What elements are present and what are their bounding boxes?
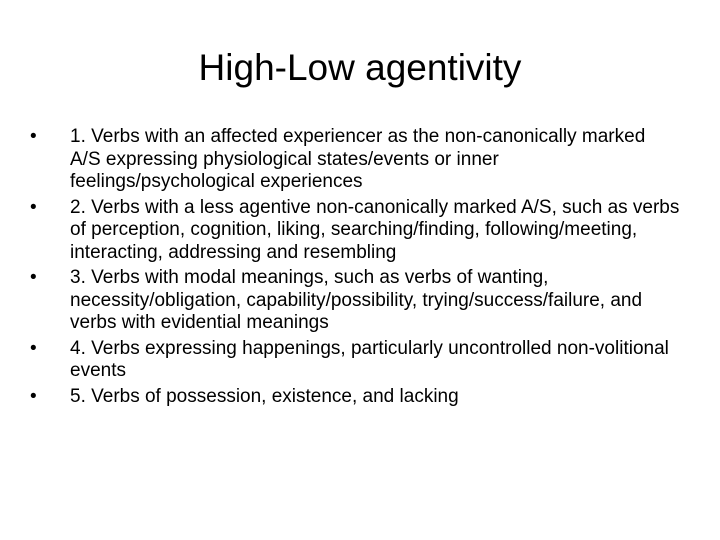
bullet-text: 4. Verbs expressing happenings, particularly uncontrolled non-volitional events: [70, 337, 669, 381]
bullet-item: [30, 267, 680, 335]
slide-title: High-Low agentivity: [198, 47, 522, 88]
bullet-item: [30, 197, 680, 265]
bullet-text: 5. Verbs of possession, existence, and lacking: [70, 385, 459, 407]
bullet-item: [30, 386, 680, 409]
bullet-item: [30, 126, 680, 194]
bullet-text: 2. Verbs with a less agentive non-canonically marked A/S, such as verbs of perception, cognition, liking, searching/finding, following/meeting, interacting, addressing and resembling: [70, 196, 680, 263]
bullet-list: [30, 126, 680, 411]
bullet-icon: •: [30, 267, 37, 288]
bullet-item: [30, 338, 680, 383]
bullet-icon: •: [30, 126, 37, 147]
bullet-text: 3. Verbs with modal meanings, such as verbs of wanting, necessity/obligation, capability/possibility, trying/success/failure, and verbs with evidential meanings: [70, 267, 643, 333]
bullet-icon: •: [30, 337, 37, 359]
bullet-icon: •: [30, 385, 37, 407]
bullet-text: 1. Verbs with an affected experiencer as the non-canonically marked A/S expressing physiological states/events or inner feelings/psychological experiences: [70, 126, 646, 192]
bullet-icon: •: [30, 196, 37, 218]
